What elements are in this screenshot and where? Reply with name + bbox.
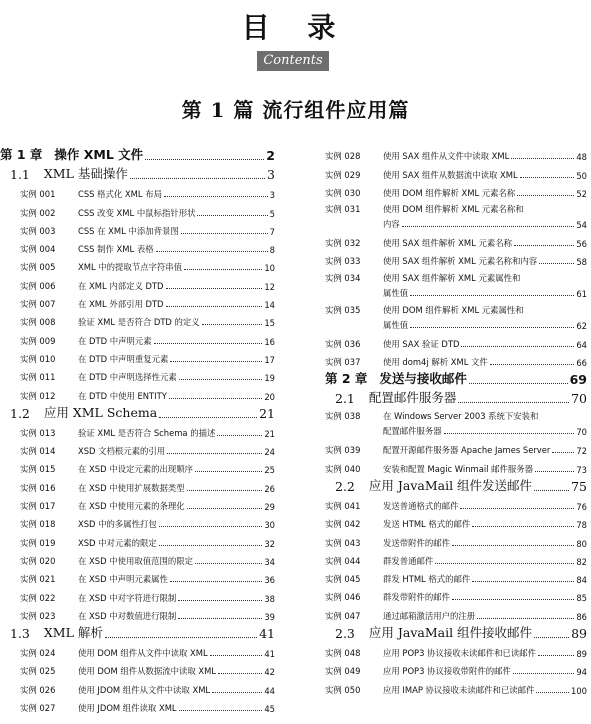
entry-title: 在 XSD 中声明元素属性 <box>78 574 168 585</box>
toc-entry[interactable] <box>325 334 587 350</box>
entry-number: 实例 027 <box>20 703 56 714</box>
entry-title-continued: 属性值 <box>383 319 409 330</box>
entry-title: 发送带附件的邮件 <box>383 537 450 548</box>
leader-dots <box>184 269 262 270</box>
leader-dots <box>410 295 574 296</box>
toc-entry[interactable] <box>20 349 275 365</box>
entry-title: 在 XSD 中对字符进行限制 <box>78 592 177 603</box>
leader-dots <box>187 508 263 509</box>
leader-dots <box>511 158 574 159</box>
page-number: 30 <box>264 520 275 531</box>
page-number: 38 <box>264 593 275 604</box>
entry-title: 应用 POP3 协议接收未读邮件和已读邮件 <box>383 648 536 659</box>
entry-title: 使用 SAX 组件解析 XML 元素名称 <box>383 238 512 249</box>
entry-number: 实例 030 <box>325 187 361 198</box>
entry-title: 验证 XML 是否符合 Schema 的描述 <box>78 427 216 438</box>
entry-title: 通过邮箱激活用户的注册 <box>383 610 476 621</box>
page-number: 2 <box>266 148 275 163</box>
entry-number: 实例 020 <box>20 555 56 566</box>
entry-number: 实例 047 <box>325 610 361 621</box>
toc-entry[interactable] <box>20 312 275 328</box>
leader-dots <box>410 327 574 328</box>
toc-entry[interactable] <box>0 146 275 163</box>
toc-entry[interactable] <box>325 423 587 437</box>
entry-number: 实例 036 <box>325 338 361 349</box>
entry-title: 配置邮件服务器 <box>368 390 457 406</box>
entry-title: 使用 SAX 组件解析 XML 元素名称和内容 <box>383 256 538 267</box>
leader-dots <box>212 692 262 693</box>
entry-number: 实例 004 <box>20 244 56 255</box>
entry-number: 实例 026 <box>20 684 56 695</box>
entry-number: 实例 008 <box>20 317 56 328</box>
entry-number-visible: 实例 035 <box>325 304 361 315</box>
leader-dots <box>179 710 263 711</box>
toc-entry[interactable] <box>20 496 275 512</box>
entry-title: 配置开源邮件服务器 Apache James Server <box>383 445 551 456</box>
entry-title: 发送与接收邮件 <box>379 371 467 387</box>
entry-title: 在 DTD 中声明重复元素 <box>78 353 169 364</box>
entry-number: 实例 041 <box>325 500 361 511</box>
toc-entry[interactable] <box>325 146 587 162</box>
entry-number: 实例 001 <box>20 189 56 200</box>
leader-dots <box>159 417 257 418</box>
entry-number-visible: 实例 038 <box>325 411 361 422</box>
leader-dots <box>472 526 574 527</box>
toc-entry[interactable] <box>20 184 275 200</box>
page-number: 14 <box>264 300 275 311</box>
page-number: 5 <box>269 208 275 219</box>
entry-title: 在 DTD 中使用 ENTITY <box>78 390 167 401</box>
leader-dots <box>179 379 263 380</box>
entry-title: 发送 HTML 格式的邮件 <box>383 519 471 530</box>
entry-number: 实例 002 <box>20 207 56 218</box>
toc-entry[interactable] <box>20 221 275 237</box>
entry-title: 使用 DOM 组件解析 XML 元素属性和 <box>383 304 524 315</box>
entry-number: 实例 012 <box>20 390 56 401</box>
entry-number: 实例 049 <box>325 666 361 677</box>
toc-entry[interactable] <box>20 202 275 218</box>
toc-entry[interactable] <box>20 532 275 548</box>
entry-title: 使用 SAX 验证 DTD <box>383 338 460 349</box>
toc-entry[interactable] <box>325 183 587 199</box>
toc-entry[interactable] <box>20 514 275 530</box>
leader-dots <box>217 435 262 436</box>
leader-dots <box>166 288 263 289</box>
toc-entry[interactable] <box>20 698 275 714</box>
entry-number: 实例 017 <box>20 501 56 512</box>
entry-title: 应用 IMAP 协议接收未读邮件和已读邮件 <box>383 684 535 695</box>
toc-entry[interactable] <box>20 385 275 401</box>
leader-dots <box>197 215 267 216</box>
page-number: 64 <box>576 339 587 350</box>
leader-dots <box>154 343 263 344</box>
entry-title: XML 解析 <box>43 624 103 640</box>
entry-number: 实例 039 <box>325 445 361 456</box>
toc-entry[interactable] <box>20 661 275 677</box>
entry-title: 使用 dom4j 解析 XML 文件 <box>383 357 488 368</box>
entry-title: 使用 DOM 组件解析 XML 元素名称 <box>383 187 516 198</box>
toc-entry[interactable] <box>20 606 275 622</box>
page-number: 94 <box>576 667 587 678</box>
entry-title: 使用 SAX 组件从数据流中读取 XML <box>383 169 518 180</box>
leader-dots <box>164 196 268 197</box>
toc-entry[interactable] <box>325 216 587 230</box>
entry-title: 群发带附件的邮件 <box>383 592 450 603</box>
entry-number: 2.3 <box>335 625 355 641</box>
toc-entry[interactable] <box>20 239 275 255</box>
toc-entry[interactable] <box>335 477 587 494</box>
page-number: 52 <box>576 188 587 199</box>
entry-title: 验证 XML 是否符合 DTD 的定义 <box>78 317 200 328</box>
page-number: 21 <box>264 428 275 439</box>
entry-number-visible: 实例 034 <box>325 272 361 283</box>
entry-number: 1.3 <box>10 625 30 641</box>
page-number: 73 <box>576 464 587 475</box>
page-number: 86 <box>576 611 587 622</box>
toc-entry[interactable] <box>335 624 587 641</box>
toc-entry[interactable] <box>20 551 275 567</box>
leader-dots <box>534 490 569 491</box>
toc-entry[interactable] <box>325 496 587 512</box>
entry-number: 第 2 章 <box>325 371 368 387</box>
toc-entry[interactable] <box>20 680 275 696</box>
page-number: 58 <box>576 257 587 268</box>
entry-title: 在 DTD 中声明选择性元素 <box>78 372 177 383</box>
entry-number: 实例 010 <box>20 353 56 364</box>
toc-entry[interactable] <box>10 165 275 182</box>
page-number: 89 <box>571 625 587 641</box>
entry-title: 在 XML 内部定义 DTD <box>78 280 164 291</box>
leader-dots <box>552 452 574 453</box>
entry-title: XSD 中对元素的限定 <box>78 537 157 548</box>
entry-title: 应用 JavaMail 组件发送邮件 <box>368 477 533 493</box>
entry-title: 使用 JDOM 组件从文件中读取 XML <box>78 684 211 695</box>
toc-entry[interactable] <box>20 587 275 603</box>
toc-entry[interactable] <box>20 569 275 585</box>
entry-title: 在 XSD 中设定元素的出现顺序 <box>78 464 193 475</box>
leader-dots <box>402 226 575 227</box>
toc-entry[interactable] <box>20 367 275 383</box>
leader-dots <box>218 673 262 674</box>
entry-number: 实例 037 <box>325 357 361 368</box>
page-number: 45 <box>264 704 275 715</box>
entry-title: CSS 改变 XML 中鼠标指针形状 <box>78 207 196 218</box>
toc-entry[interactable] <box>10 624 275 641</box>
entry-title: 使用 JDOM 组件读取 XML <box>78 703 177 714</box>
entry-title: 使用 DOM 组件从数据流中读取 XML <box>78 666 217 677</box>
page-number: 36 <box>264 575 275 586</box>
page-number: 48 <box>576 152 587 163</box>
page-number: 84 <box>576 575 587 586</box>
toc-entry[interactable] <box>325 251 587 267</box>
entry-number: 实例 042 <box>325 519 361 530</box>
entry-title: 使用 DOM 组件从文件中读取 XML <box>78 648 208 659</box>
entry-number: 2.1 <box>335 391 355 407</box>
entry-title: 在 XSD 中对数值进行限制 <box>78 610 177 621</box>
entry-number: 实例 019 <box>20 537 56 548</box>
entry-number: 实例 033 <box>325 256 361 267</box>
page-number: 41 <box>264 649 275 660</box>
leader-dots <box>202 324 263 325</box>
page-number: 20 <box>264 391 275 402</box>
entry-number: 实例 024 <box>20 648 56 659</box>
leader-dots <box>159 526 263 527</box>
page-number: 56 <box>576 239 587 250</box>
page-number: 21 <box>259 405 275 421</box>
leader-dots <box>167 453 262 454</box>
entry-number: 实例 048 <box>325 648 361 659</box>
page-number: 69 <box>569 372 587 388</box>
leader-dots <box>187 490 263 491</box>
toc-entry[interactable] <box>325 587 587 603</box>
toc-entry[interactable] <box>325 606 587 622</box>
leader-dots <box>469 383 568 384</box>
page-number: 78 <box>576 520 587 531</box>
entry-title-continued: 内容 <box>383 218 400 229</box>
toc-entry[interactable] <box>325 661 587 677</box>
leader-dots <box>444 433 575 434</box>
entry-title: 在 XSD 中使用取值范围的限定 <box>78 555 193 566</box>
entry-number: 实例 007 <box>20 299 56 310</box>
leader-dots <box>460 508 574 509</box>
leader-dots <box>170 361 262 362</box>
page-number: 17 <box>264 354 275 365</box>
leader-dots <box>435 563 574 564</box>
toc-entry[interactable] <box>325 679 587 695</box>
page-number: 54 <box>576 219 587 230</box>
toc-entry[interactable] <box>325 233 587 249</box>
page-number: 25 <box>264 465 275 476</box>
leader-dots <box>156 251 268 252</box>
leader-dots <box>477 618 574 619</box>
toc-entry[interactable] <box>325 532 587 548</box>
entry-title: 群发普通邮件 <box>383 555 434 566</box>
toc-entry[interactable] <box>335 389 587 406</box>
toc-entry[interactable] <box>325 569 587 585</box>
entry-number: 实例 043 <box>325 537 361 548</box>
leader-dots <box>520 177 575 178</box>
page-number: 85 <box>576 593 587 604</box>
entry-number: 实例 029 <box>325 169 361 180</box>
leader-dots <box>490 364 575 365</box>
leader-dots <box>538 655 574 656</box>
toc-entry[interactable] <box>325 285 587 299</box>
toc-entry[interactable] <box>325 458 587 474</box>
entry-title: 使用 SAX 组件从文件中读取 XML <box>383 151 510 162</box>
entry-title: 应用 POP3 协议接收带附件的邮件 <box>383 666 511 677</box>
toc-entry[interactable] <box>325 317 587 331</box>
page-number: 10 <box>264 263 275 274</box>
entry-title-continued: 配置邮件服务器 <box>383 426 442 437</box>
leader-dots <box>461 346 574 347</box>
leader-dots <box>181 233 268 234</box>
entry-number: 实例 006 <box>20 280 56 291</box>
entry-title: 群发 HTML 格式的邮件 <box>383 574 471 585</box>
entry-title: 操作 XML 文件 <box>54 147 144 162</box>
leader-dots <box>452 599 574 600</box>
page-number: 16 <box>264 336 275 347</box>
leader-dots <box>534 637 569 638</box>
entry-number: 实例 022 <box>20 592 56 603</box>
page-number: 70 <box>576 427 587 438</box>
entry-number: 实例 021 <box>20 574 56 585</box>
toc-entry[interactable] <box>20 257 275 273</box>
entry-title: 使用 SAX 组件解析 XML 元素属性和 <box>383 272 521 283</box>
page-number: 19 <box>264 373 275 384</box>
leader-dots <box>539 263 574 264</box>
entry-title: 在 Windows Server 2003 系统下安装和 <box>383 411 539 422</box>
leader-dots <box>472 581 574 582</box>
entry-title: CSS 格式化 XML 布局 <box>78 189 162 200</box>
entry-number: 实例 018 <box>20 519 56 530</box>
entry-number: 实例 032 <box>325 238 361 249</box>
leader-dots <box>517 195 574 196</box>
page-number: 41 <box>259 625 275 641</box>
leader-dots <box>535 471 574 472</box>
toc-entry[interactable] <box>20 294 275 310</box>
toc-entry[interactable] <box>20 478 275 494</box>
page-number: 26 <box>264 483 275 494</box>
entry-number: 实例 009 <box>20 335 56 346</box>
entry-number: 实例 025 <box>20 666 56 677</box>
entry-number: 实例 015 <box>20 464 56 475</box>
page-number: 75 <box>571 478 587 494</box>
toc-entry[interactable] <box>20 276 275 292</box>
page-number: 34 <box>264 556 275 567</box>
page-number: 72 <box>576 446 587 457</box>
entry-title: 使用 DOM 组件解析 XML 元素名称和 <box>383 203 524 214</box>
toc-entry[interactable] <box>325 370 587 387</box>
entry-number: 实例 013 <box>20 427 56 438</box>
leader-dots <box>105 637 257 638</box>
entry-title: 应用 JavaMail 组件接收邮件 <box>368 624 533 640</box>
leader-dots <box>195 471 262 472</box>
leader-dots <box>195 563 262 564</box>
entry-number: 实例 003 <box>20 225 56 236</box>
entry-title: 应用 XML Schema <box>43 404 158 420</box>
page-number: 82 <box>576 556 587 567</box>
page-number: 7 <box>269 226 275 237</box>
page-number: 15 <box>264 318 275 329</box>
leader-dots <box>130 178 265 179</box>
entry-title: 在 XML 外部引用 DTD <box>78 299 164 310</box>
leader-dots <box>145 159 264 160</box>
page-number: 44 <box>264 685 275 696</box>
page-number: 3 <box>267 167 275 182</box>
entry-number: 实例 040 <box>325 463 361 474</box>
leader-dots <box>513 673 574 674</box>
page-number: 62 <box>576 320 587 331</box>
toc-entry[interactable] <box>10 404 275 421</box>
entry-title: 在 XSD 中使用元素的条理化 <box>78 501 185 512</box>
entry-number: 实例 050 <box>325 684 361 695</box>
leader-dots <box>458 402 569 403</box>
page-number: 3 <box>269 190 275 201</box>
entry-number: 实例 046 <box>325 592 361 603</box>
entry-number-visible: 实例 031 <box>325 203 361 214</box>
page-number: 89 <box>576 649 587 660</box>
page-number: 76 <box>576 501 587 512</box>
page-number: 61 <box>576 288 587 299</box>
entry-number: 实例 028 <box>325 151 361 162</box>
leader-dots <box>178 618 262 619</box>
page-number: 66 <box>576 358 587 369</box>
entry-title: XML 中的提取节点字符串值 <box>78 262 183 273</box>
page-number: 8 <box>269 245 275 256</box>
leader-dots <box>159 545 263 546</box>
entry-title: XSD 文档根元素的引用 <box>78 446 166 457</box>
toc-entry[interactable] <box>20 459 275 475</box>
entry-number: 实例 014 <box>20 446 56 457</box>
entry-title: XSD 中的多属性打包 <box>78 519 157 530</box>
entry-number: 1.1 <box>10 167 30 182</box>
entry-title: 发送普通格式的邮件 <box>383 500 459 511</box>
entry-title: CSS 制作 XML 表格 <box>78 244 154 255</box>
entry-number: 实例 044 <box>325 555 361 566</box>
entry-title: 安装和配置 Magic Winmail 邮件服务器 <box>383 463 534 474</box>
page-number: 24 <box>264 447 275 458</box>
leader-dots <box>514 245 574 246</box>
page-number: 80 <box>576 538 587 549</box>
toc-entry[interactable] <box>325 440 587 456</box>
part-title: 第 1 篇 流行组件应用篇 <box>181 98 410 122</box>
leader-dots <box>170 581 263 582</box>
toc-entry[interactable] <box>325 352 587 368</box>
page-number: 29 <box>264 502 275 513</box>
entry-title: 在 DTD 中声明元素 <box>78 335 152 346</box>
toc-entry[interactable] <box>325 514 587 530</box>
entry-title: XML 基础操作 <box>43 166 128 181</box>
toc-entry[interactable] <box>20 330 275 346</box>
leader-dots <box>210 655 263 656</box>
page-number: 42 <box>264 667 275 678</box>
entry-number: 1.2 <box>10 405 30 421</box>
entry-title-continued: 属性值 <box>383 287 409 298</box>
entry-number: 实例 016 <box>20 482 56 493</box>
toc-entry[interactable] <box>20 423 275 439</box>
page-number: 39 <box>264 611 275 622</box>
leader-dots <box>178 600 262 601</box>
entry-number: 实例 011 <box>20 372 56 383</box>
leader-dots <box>169 398 262 399</box>
entry-title: CSS 在 XML 中添加背景图 <box>78 225 179 236</box>
leader-dots <box>452 545 574 546</box>
toc-entry[interactable] <box>20 643 275 659</box>
entry-title: 在 XSD 中使用扩展数据类型 <box>78 482 185 493</box>
page-number: 32 <box>264 538 275 549</box>
page-number: 12 <box>264 281 275 292</box>
leader-dots <box>536 692 569 693</box>
page-number: 70 <box>571 391 587 407</box>
entry-number: 2.2 <box>335 478 355 494</box>
page-number: 100 <box>571 685 587 696</box>
entry-number: 第 1 章 <box>0 147 43 162</box>
entry-number: 实例 023 <box>20 610 56 621</box>
toc-entry[interactable] <box>325 643 587 659</box>
leader-dots <box>166 306 263 307</box>
toc-entry[interactable] <box>325 551 587 567</box>
entry-number: 实例 045 <box>325 574 361 585</box>
page-number: 50 <box>576 170 587 181</box>
toc-entry[interactable] <box>20 441 275 457</box>
toc-entry[interactable] <box>325 164 587 180</box>
page-title: 目 录 <box>241 11 350 44</box>
entry-number: 实例 005 <box>20 262 56 273</box>
contents-badge: Contents <box>257 51 329 71</box>
